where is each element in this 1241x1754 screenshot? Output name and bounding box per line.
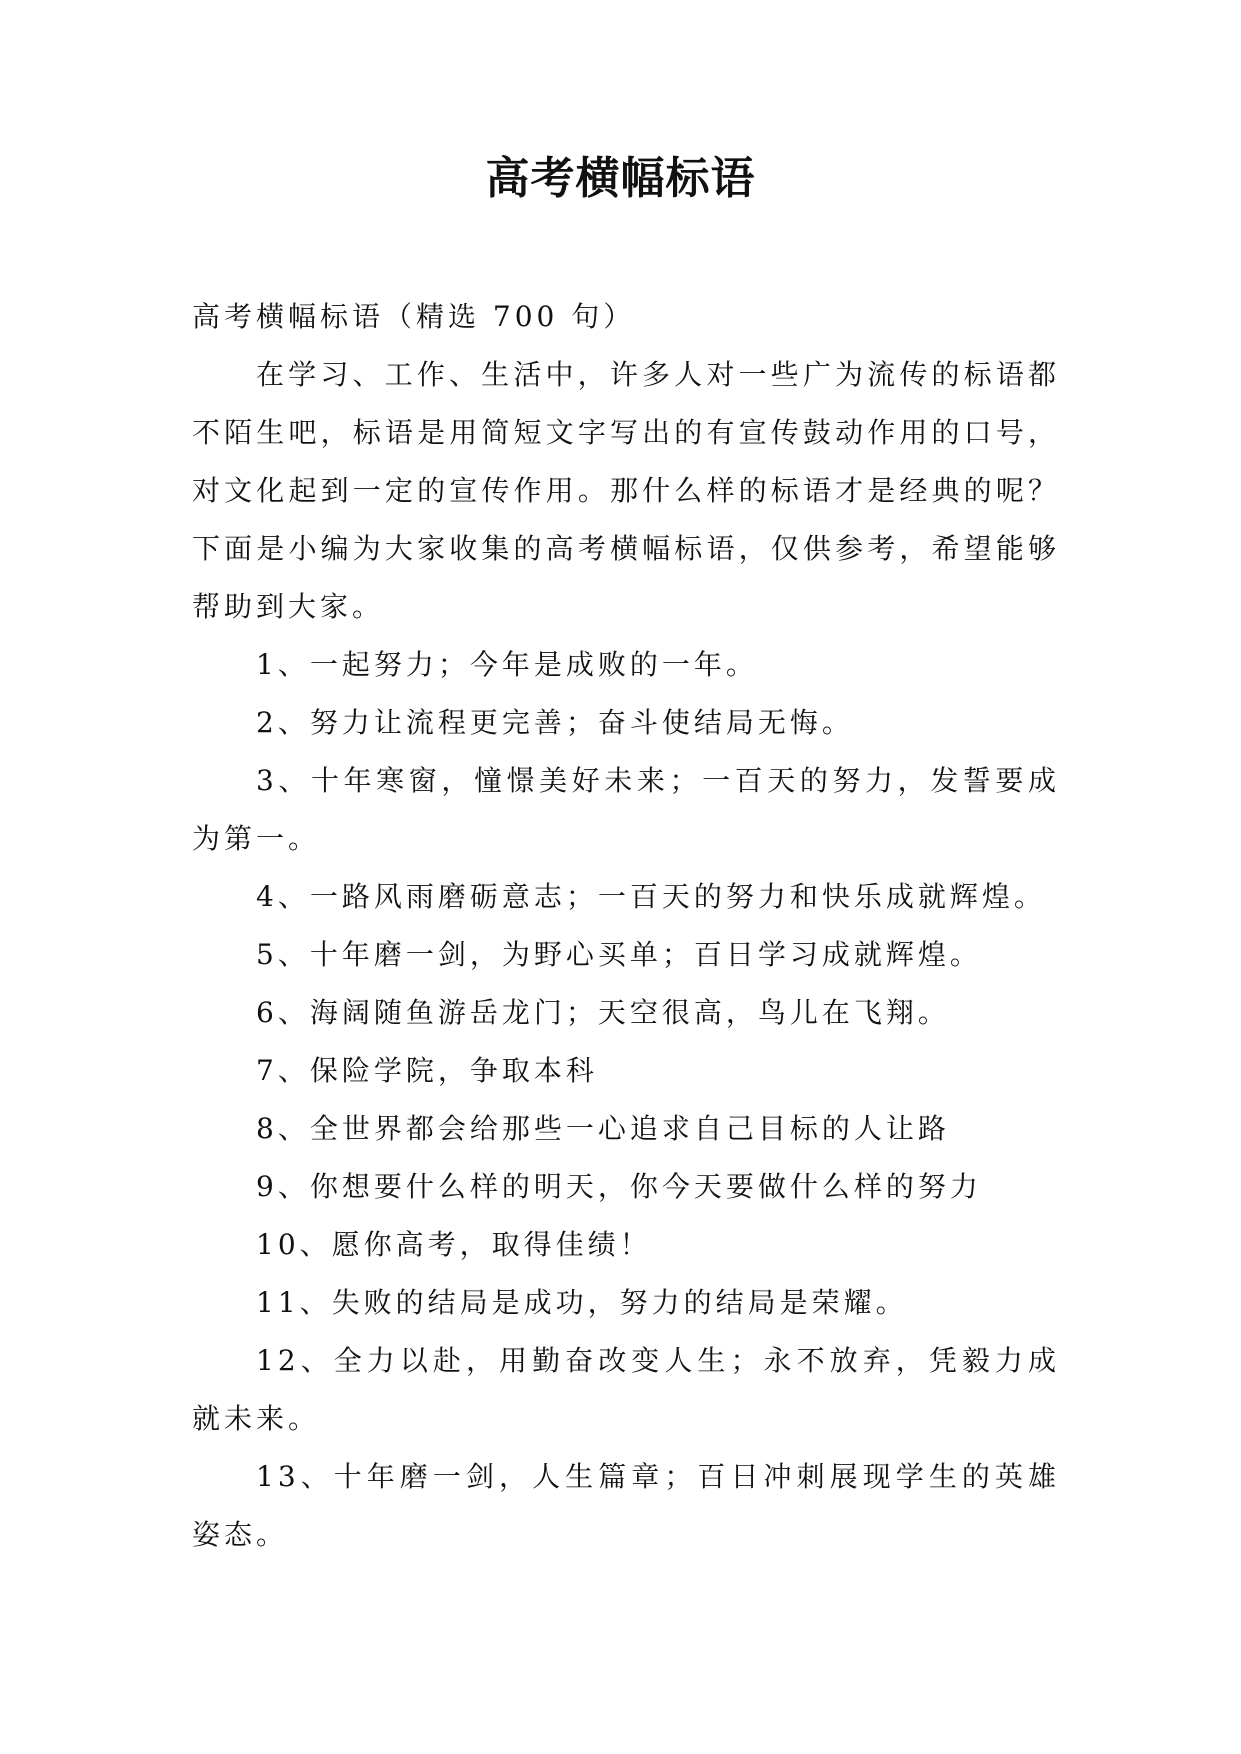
slogan-item: 1、一起努力；今年是成败的一年。 <box>256 648 758 681</box>
slogan-item: 3、十年寒窗，憧憬美好未来；一百天的努力，发誓要成为第一。 <box>192 764 1060 855</box>
document-subtitle: 高考横幅标语（精选 700 句） <box>192 300 636 333</box>
slogan-item: 4、一路风雨磨砺意志；一百天的努力和快乐成就辉煌。 <box>256 880 1046 913</box>
slogan-item: 13、十年磨一剑，人生篇章；百日冲刺展现学生的英雄姿态。 <box>192 1460 1060 1551</box>
intro-paragraph: 在学习、工作、生活中，许多人对一些广为流传的标语都不陌生吧，标语是用简短文字写出的有宣传鼓动作用的口号，对文化起到一定的宣传作用。那什么样的标语才是经典的呢？下面是小编为大家收集的高考横幅标语，仅供参考，希望能够帮助到大家。 <box>192 358 1060 623</box>
slogan-item: 11、失败的结局是成功，努力的结局是荣耀。 <box>256 1286 908 1319</box>
slogan-item: 12、全力以赴，用勤奋改变人生；永不放弃，凭毅力成就未来。 <box>192 1344 1060 1435</box>
document-title: 高考横幅标语 <box>485 153 756 204</box>
slogan-item: 5、十年磨一剑，为野心买单；百日学习成就辉煌。 <box>256 938 982 971</box>
document-body <box>192 288 1060 1564</box>
slogan-item: 7、保险学院，争取本科 <box>256 1054 598 1087</box>
slogan-item: 8、全世界都会给那些一心追求自己目标的人让路 <box>256 1112 950 1145</box>
slogan-item: 6、海阔随鱼游岳龙门；天空很高，鸟儿在飞翔。 <box>256 996 950 1029</box>
slogan-item: 2、努力让流程更完善；奋斗使结局无悔。 <box>256 706 854 739</box>
slogan-item: 10、愿你高考，取得佳绩！ <box>256 1228 652 1261</box>
slogan-item: 9、你想要什么样的明天，你今天要做什么样的努力 <box>256 1170 982 1203</box>
